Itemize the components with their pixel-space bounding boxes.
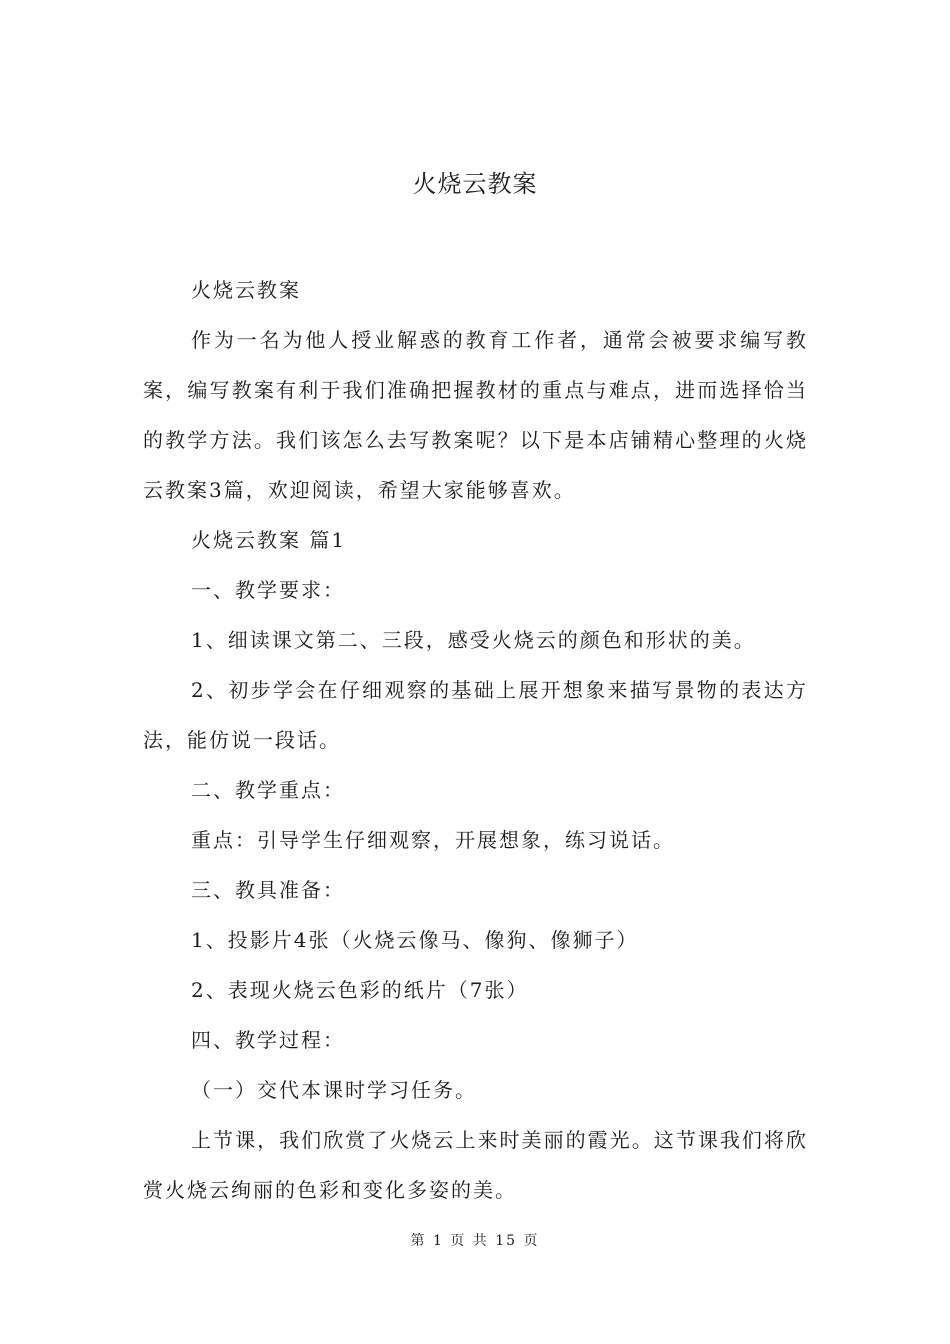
- paragraph: 1、细读课文第二、三段，感受火烧云的颜色和形状的美。: [191, 628, 756, 652]
- paragraph: 1、投影片4张（火烧云像马、像狗、像狮子）: [191, 928, 639, 952]
- paragraph: 四、教学过程：: [191, 1028, 345, 1052]
- document-body: [143, 265, 808, 1215]
- page-footer: 第 1 页 共 15 页: [410, 1233, 540, 1249]
- document-title: 火烧云教案: [412, 170, 538, 198]
- paragraph: 火烧云教案 篇1: [191, 528, 347, 552]
- paragraph: （一）交代本课时学习任务。: [191, 1078, 477, 1102]
- paragraph: 上节课，我们欣赏了火烧云上来时美丽的霞光。这节课我们将欣赏火烧云绚丽的色彩和变化多姿的美。: [143, 1128, 808, 1202]
- paragraph: 三、教具准备：: [191, 878, 345, 902]
- paragraph: 2、表现火烧云色彩的纸片（7张）: [191, 978, 529, 1002]
- paragraph: 2、初步学会在仔细观察的基础上展开想象来描写景物的表达方法，能仿说一段话。: [143, 678, 808, 752]
- paragraph: 二、教学重点：: [191, 778, 345, 802]
- paragraph: 一、教学要求：: [191, 578, 345, 602]
- paragraph: 火烧云教案: [191, 278, 301, 302]
- paragraph: 重点：引导学生仔细观察，开展想象，练习说话。: [191, 828, 675, 852]
- paragraph: 作为一名为他人授业解惑的教育工作者，通常会被要求编写教案，编写教案有利于我们准确把握教材的重点与难点，进而选择恰当的教学方法。我们该怎么去写教案呢？以下是本店铺精心整理的火烧云教案3篇，欢迎阅读，希望大家能够喜欢。: [143, 328, 808, 502]
